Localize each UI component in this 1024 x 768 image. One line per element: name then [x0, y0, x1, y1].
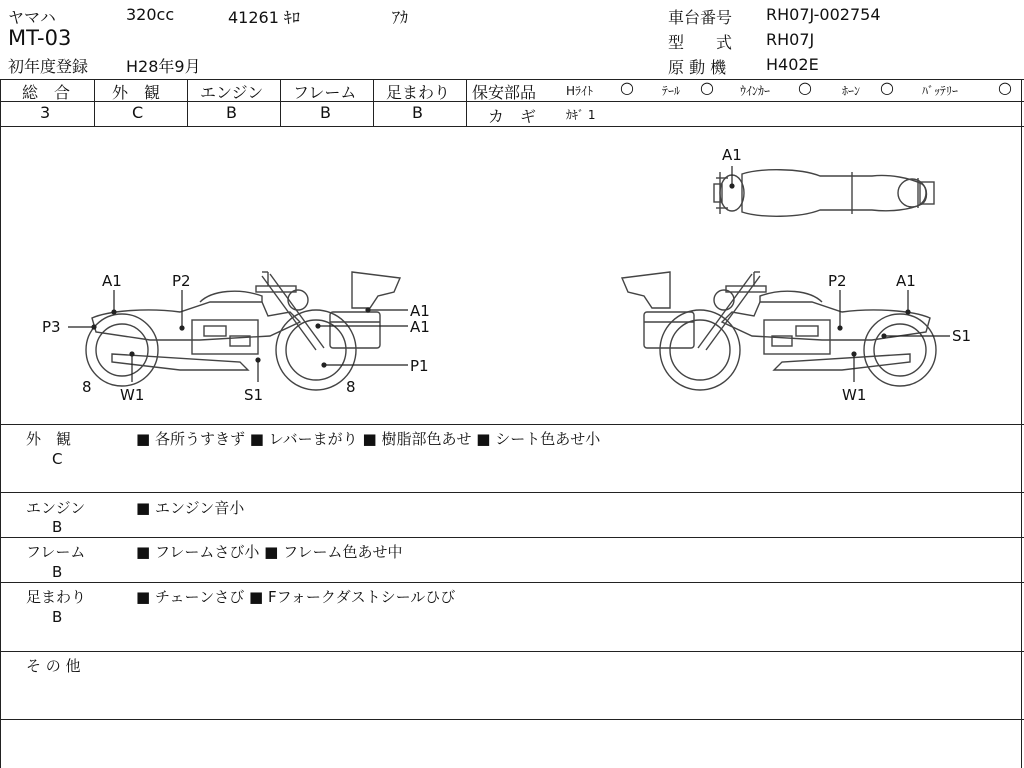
label-left-mid-a1: A1	[410, 318, 430, 336]
remark-engine-grade: B	[52, 518, 63, 536]
label-right-w1: W1	[842, 386, 867, 404]
remark-frame-grade: B	[52, 563, 63, 581]
remark-item: 各所うすきず	[154, 430, 245, 448]
right-view-motorcycle	[622, 272, 936, 390]
first-registration-label: 初年度登録	[8, 57, 89, 76]
maker: ヤマハ	[8, 8, 56, 27]
grade-value-exterior: C	[132, 103, 144, 122]
remark-exterior-category: 外 観	[26, 430, 72, 448]
remark-item: Fフォークダストシールひび	[267, 588, 456, 606]
keys-label: カ ギ	[488, 107, 537, 126]
keys-value: ｶｷﾞ 1	[566, 108, 596, 122]
type-label: 型 式	[668, 33, 733, 52]
safety-battery-mark: ○	[998, 78, 1012, 97]
motorcycle-diagram	[0, 126, 1024, 424]
engine-label: 原 動 機	[668, 58, 727, 77]
remark-engine-items: ■ エンジン音小	[136, 499, 245, 517]
label-left-a1: A1	[102, 272, 122, 290]
top-view-motorcycle	[714, 170, 934, 217]
label-left-p2: P2	[172, 272, 191, 290]
color: ｱｶ	[392, 8, 409, 27]
remark-engine-category: エンジン	[26, 499, 86, 517]
label-right-p2: P2	[828, 272, 847, 290]
grade-value-suspension: B	[412, 103, 423, 122]
remark-suspension-items: ■ チェーンさび ■ Fフォークダストシールひび	[136, 588, 456, 606]
remark-exterior-items: ■ 各所うすきず ■ レバーまがり ■ 樹脂部色あせ ■ シート色あせ小	[136, 430, 601, 448]
grade-value-frame: B	[320, 103, 331, 122]
label-left-s1: S1	[244, 386, 264, 404]
label-left-w1: W1	[120, 386, 145, 404]
safety-headlight: Hﾗｲﾄ	[566, 84, 594, 98]
grade-header-suspension: 足まわり	[386, 83, 451, 102]
remark-item: 樹脂部色あせ	[381, 430, 472, 448]
safety-winker-mark: ○	[798, 78, 812, 97]
remark-item: フレーム色あせ中	[283, 543, 403, 561]
remark-item: チェーンさび	[154, 588, 245, 606]
remark-frame-category: フレーム	[26, 543, 86, 561]
label-left-p3: P3	[42, 318, 61, 336]
remark-suspension-grade: B	[52, 608, 63, 626]
displacement: 320cc	[126, 5, 175, 24]
remark-item: レバーまがり	[268, 430, 358, 448]
engine-value: H402E	[766, 55, 819, 74]
label-top-a1: A1	[722, 146, 742, 164]
grade-value-overall: 3	[40, 103, 51, 122]
remark-item: フレームさび小	[154, 543, 260, 561]
safety-label: 保安部品	[472, 83, 537, 102]
label-right-a1: A1	[896, 272, 916, 290]
label-left-p1: P1	[410, 357, 429, 375]
type-value: RH07J	[766, 30, 815, 49]
model-name: MT-03	[8, 26, 72, 50]
safety-taillight-mark: ○	[700, 78, 714, 97]
other-label: そ の 他	[26, 657, 81, 675]
remark-exterior-grade: C	[52, 450, 63, 468]
safety-headlight-mark: ○	[620, 78, 634, 97]
remark-item: エンジン音小	[154, 499, 245, 517]
grade-header-engine: エンジン	[200, 83, 264, 102]
label-right-s1: S1	[952, 327, 972, 345]
left-view-motorcycle	[86, 272, 400, 390]
remark-frame-items: ■ フレームさび小 ■ フレーム色あせ中	[136, 543, 403, 561]
grade-header-frame: フレーム	[293, 83, 357, 102]
safety-battery: ﾊﾞｯﾃﾘｰ	[922, 84, 959, 98]
mileage: 41261 ｷﾛ	[228, 8, 300, 27]
grade-header-overall: 総 合	[22, 83, 71, 102]
first-registration-value: H28年9月	[126, 57, 201, 76]
label-left-8b: 8	[346, 378, 356, 396]
grade-header-exterior: 外 観	[112, 83, 161, 102]
safety-winker: ｳｲﾝｶｰ	[740, 84, 771, 98]
grade-value-engine: B	[226, 103, 237, 122]
remark-suspension-category: 足まわり	[26, 588, 87, 606]
label-left-8a: 8	[82, 378, 92, 396]
label-left-tank-a1: A1	[410, 302, 430, 320]
safety-horn-mark: ○	[880, 78, 894, 97]
chassis-value: RH07J-002754	[766, 5, 881, 24]
safety-taillight: ﾃｰﾙ	[662, 84, 681, 98]
safety-horn: ﾎｰﾝ	[842, 84, 861, 98]
remark-item: シート色あせ小	[495, 430, 601, 448]
chassis-label: 車台番号	[668, 8, 733, 27]
